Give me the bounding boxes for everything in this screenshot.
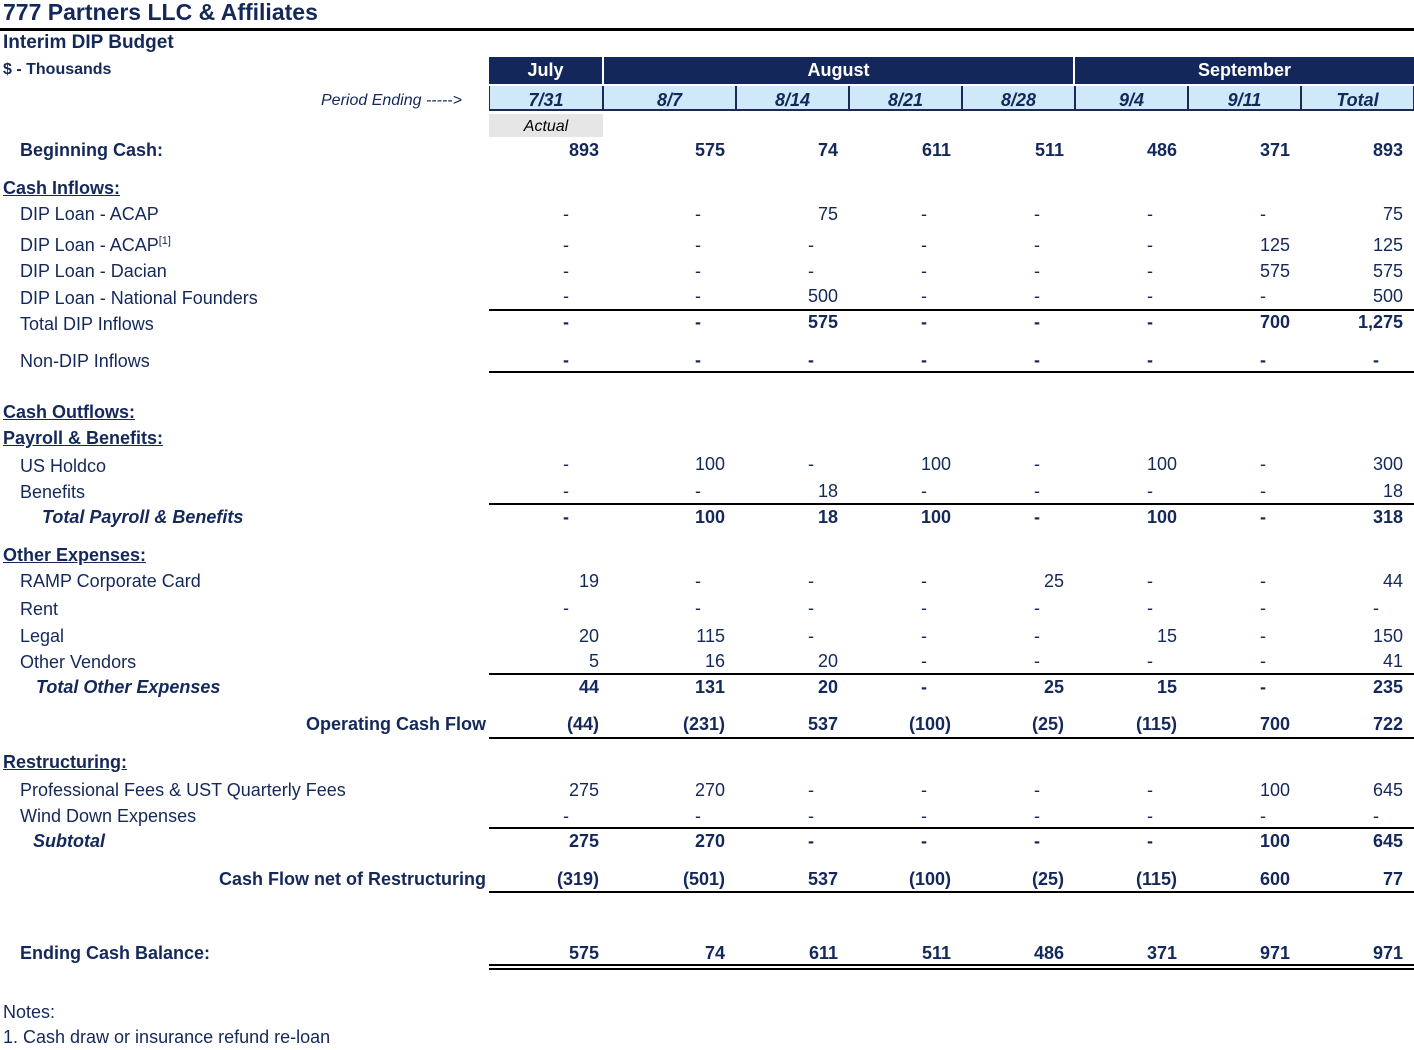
cell-other-vendors-3: -: [921, 651, 927, 671]
row-label-legal: Legal: [20, 626, 65, 646]
cell-total-other-5: 15: [1156, 677, 1177, 697]
note-item: 1. Cash draw or insurance refund re-loan: [3, 1027, 331, 1047]
cell-total-dip-3: -: [921, 312, 927, 332]
cell-cf-net-4: (25): [1031, 869, 1064, 889]
cell-total-payroll-6: -: [1260, 507, 1266, 527]
cell-ending-cash-6: 971: [1259, 943, 1290, 963]
cell-subtotal-7: 645: [1372, 831, 1403, 851]
cell-cf-net-0: (319): [556, 869, 599, 889]
cell-wind-down-0: -: [563, 806, 569, 826]
cell-subtotal-1: 270: [694, 831, 725, 851]
row-label-professional-fees: Professional Fees & UST Quarterly Fees: [20, 780, 346, 800]
cell-wind-down-3: -: [921, 806, 927, 826]
row-divider: [489, 737, 1414, 739]
month-header-september: September: [1075, 57, 1414, 84]
cell-other-vendors-7: 41: [1382, 651, 1403, 671]
cell-legal-7: 150: [1372, 626, 1403, 646]
cell-dip-nf-2: 500: [807, 286, 838, 306]
cell-cf-net-6: 600: [1259, 869, 1290, 889]
period-header: 7/31: [489, 86, 603, 111]
cell-dip-nf-3: -: [921, 286, 927, 306]
cell-dip-nf-7: 500: [1372, 286, 1403, 306]
cell-operating-cf-4: (25): [1031, 714, 1064, 734]
cell-total-payroll-7: 318: [1372, 507, 1403, 527]
cell-beginning-cash-1: 575: [694, 140, 725, 160]
cell-non-dip-2: -: [808, 350, 814, 370]
cell-total-other-0: 44: [578, 677, 599, 697]
cell-ramp-4: 25: [1043, 571, 1064, 591]
cell-prof-fees-0: 275: [568, 780, 599, 800]
cell-dip-dacian-6: 575: [1259, 261, 1290, 281]
cell-non-dip-6: -: [1260, 350, 1266, 370]
cell-prof-fees-3: -: [921, 780, 927, 800]
cell-dip-nf-0: -: [563, 286, 569, 306]
row-divider: [489, 891, 1414, 893]
cell-dip-dacian-7: 575: [1372, 261, 1403, 281]
double-underline: [489, 964, 1414, 970]
cell-legal-0: 20: [578, 626, 599, 646]
cell-total-other-6: -: [1260, 677, 1266, 697]
cell-cf-net-3: (100): [908, 869, 951, 889]
row-label-dip-dacian: DIP Loan - Dacian: [20, 261, 167, 281]
cell-dip-acap-7: 75: [1382, 204, 1403, 224]
row-label-subtotal: Subtotal: [33, 831, 105, 851]
cell-other-vendors-0: 5: [588, 651, 599, 671]
cell-us-holdco-7: 300: [1372, 454, 1403, 474]
cell-dip-acap-6: -: [1260, 204, 1266, 224]
section-payroll-benefits: Payroll & Benefits:: [3, 428, 164, 448]
cell-total-other-7: 235: [1372, 677, 1403, 697]
cell-operating-cf-0: (44): [566, 714, 599, 734]
cell-ramp-3: -: [921, 571, 927, 591]
cell-dip-acap-1-2: -: [808, 235, 814, 255]
cell-dip-dacian-2: -: [808, 261, 814, 281]
period-header: 8/28: [962, 86, 1075, 111]
cell-cf-net-5: (115): [1135, 869, 1177, 889]
cell-prof-fees-7: 645: [1372, 780, 1403, 800]
cell-ending-cash-3: 511: [921, 943, 951, 963]
cell-non-dip-5: -: [1147, 350, 1153, 370]
cell-rent-3: -: [921, 598, 927, 618]
cell-wind-down-1: -: [695, 806, 701, 826]
cell-benefits-2: 18: [817, 481, 838, 501]
cell-ending-cash-2: 611: [808, 943, 838, 963]
cell-non-dip-3: -: [921, 350, 927, 370]
cell-non-dip-7: -: [1373, 350, 1379, 370]
row-divider: [489, 503, 1414, 505]
cell-us-holdco-3: 100: [920, 454, 951, 474]
cell-subtotal-4: -: [1034, 831, 1040, 851]
cell-total-other-3: -: [921, 677, 927, 697]
period-header: 8/21: [849, 86, 962, 111]
section-other-expenses: Other Expenses:: [3, 545, 147, 565]
cell-wind-down-2: -: [808, 806, 814, 826]
cell-prof-fees-2: -: [808, 780, 814, 800]
cell-benefits-3: -: [921, 481, 927, 501]
cell-ramp-2: -: [808, 571, 814, 591]
cell-total-other-2: 20: [817, 677, 838, 697]
cell-rent-5: -: [1147, 598, 1153, 618]
period-header: 9/4: [1075, 86, 1188, 111]
cell-dip-nf-6: -: [1260, 286, 1266, 306]
cell-ending-cash-7: 971: [1372, 943, 1403, 963]
row-label-total-dip-inflows: Total DIP Inflows: [20, 314, 154, 334]
row-label-beginning-cash: Beginning Cash:: [20, 140, 163, 160]
cell-rent-7: -: [1373, 598, 1379, 618]
cell-wind-down-4: -: [1034, 806, 1040, 826]
cell-beginning-cash-5: 486: [1146, 140, 1177, 160]
cell-subtotal-5: -: [1147, 831, 1153, 851]
period-header: 8/7: [603, 86, 736, 111]
cell-other-vendors-6: -: [1260, 651, 1266, 671]
row-label-us-holdco: US Holdco: [20, 456, 107, 476]
cell-operating-cf-5: (115): [1135, 714, 1177, 734]
cell-dip-dacian-0: -: [563, 261, 569, 281]
cell-dip-nf-5: -: [1147, 286, 1153, 306]
cell-subtotal-3: -: [921, 831, 927, 851]
month-header-august: August: [604, 57, 1073, 84]
cell-other-vendors-1: 16: [704, 651, 725, 671]
cell-operating-cf-2: 537: [807, 714, 838, 734]
cell-subtotal-2: -: [808, 831, 814, 851]
cell-wind-down-6: -: [1260, 806, 1266, 826]
cell-dip-acap-1-3: -: [921, 235, 927, 255]
row-label-operating-cash-flow: Operating Cash Flow: [305, 714, 486, 734]
cell-ramp-1: -: [695, 571, 701, 591]
cell-ending-cash-1: 74: [704, 943, 725, 963]
period-header-total: Total: [1301, 86, 1414, 111]
cell-total-dip-2: 575: [807, 312, 838, 332]
cell-total-payroll-3: 100: [920, 507, 951, 527]
cell-operating-cf-3: (100): [908, 714, 951, 734]
cell-beginning-cash-0: 893: [568, 140, 599, 160]
cell-dip-dacian-3: -: [921, 261, 927, 281]
cell-ramp-6: -: [1260, 571, 1266, 591]
notes-title: Notes:: [3, 1002, 56, 1022]
cell-total-other-1: 131: [694, 677, 725, 697]
row-label-dip-national-founders: DIP Loan - National Founders: [20, 288, 258, 308]
cell-legal-1: 115: [696, 626, 725, 646]
row-divider: [489, 827, 1414, 829]
cell-non-dip-1: -: [695, 350, 701, 370]
cell-subtotal-6: 100: [1259, 831, 1290, 851]
cell-dip-dacian-1: -: [695, 261, 701, 281]
cell-benefits-7: 18: [1382, 481, 1403, 501]
row-label-ramp-card: RAMP Corporate Card: [20, 571, 201, 591]
cell-dip-acap-2: 75: [817, 204, 838, 224]
cell-ending-cash-0: 575: [568, 943, 599, 963]
cell-subtotal-0: 275: [568, 831, 599, 851]
report-subtitle: Interim DIP Budget: [3, 32, 174, 53]
cell-us-holdco-6: -: [1260, 454, 1266, 474]
cell-dip-acap-1-0: -: [563, 235, 569, 255]
cell-benefits-5: -: [1147, 481, 1153, 501]
section-cash-inflows: Cash Inflows:: [3, 178, 121, 198]
cell-total-payroll-1: 100: [694, 507, 725, 527]
cell-benefits-1: -: [695, 481, 701, 501]
row-label-rent: Rent: [20, 599, 59, 619]
cell-dip-acap-5: -: [1147, 204, 1153, 224]
cell-total-payroll-0: -: [563, 507, 569, 527]
cell-beginning-cash-4: 511: [1034, 140, 1064, 160]
cell-total-dip-4: -: [1034, 312, 1040, 332]
cell-operating-cf-6: 700: [1259, 714, 1290, 734]
period-header: 8/14: [736, 86, 849, 111]
cell-ending-cash-4: 486: [1033, 943, 1064, 963]
cell-dip-dacian-4: -: [1034, 261, 1040, 281]
cell-beginning-cash-6: 371: [1259, 140, 1290, 160]
cell-operating-cf-7: 722: [1372, 714, 1403, 734]
title-divider: [0, 28, 1414, 31]
cell-total-dip-5: -: [1147, 312, 1153, 332]
period-header: 9/11: [1188, 86, 1301, 111]
cell-dip-acap-1: -: [695, 204, 701, 224]
row-label-other-vendors: Other Vendors: [20, 652, 137, 672]
cell-benefits-4: -: [1034, 481, 1040, 501]
cell-dip-acap-1-7: 125: [1372, 235, 1403, 255]
cell-rent-6: -: [1260, 598, 1266, 618]
cell-non-dip-0: -: [563, 350, 569, 370]
cell-dip-acap-1-1: -: [695, 235, 701, 255]
cell-operating-cf-1: (231): [682, 714, 725, 734]
section-cash-outflows: Cash Outflows:: [3, 402, 136, 422]
cell-total-dip-1: -: [695, 312, 701, 332]
cell-us-holdco-1: 100: [694, 454, 725, 474]
row-label-total-other-expenses: Total Other Expenses: [36, 677, 221, 697]
row-label-benefits: Benefits: [20, 482, 86, 502]
section-restructuring: Restructuring:: [3, 752, 128, 772]
cell-prof-fees-5: -: [1147, 780, 1153, 800]
cell-total-dip-7: 1,275: [1357, 312, 1403, 332]
cell-ramp-0: 19: [578, 571, 599, 591]
cell-beginning-cash-3: 611: [921, 140, 951, 160]
cell-legal-5: 15: [1156, 626, 1177, 646]
cell-rent-4: -: [1034, 598, 1040, 618]
cell-legal-2: -: [808, 626, 814, 646]
cell-us-holdco-0: -: [563, 454, 569, 474]
cell-dip-nf-4: -: [1034, 286, 1040, 306]
cell-prof-fees-4: -: [1034, 780, 1040, 800]
cell-total-other-4: 25: [1043, 677, 1064, 697]
row-label-cash-flow-net-restructuring: Cash Flow net of Restructuring: [218, 869, 486, 889]
cell-wind-down-5: -: [1147, 806, 1153, 826]
cell-us-holdco-4: -: [1034, 454, 1040, 474]
cell-legal-4: -: [1034, 626, 1040, 646]
cell-us-holdco-5: 100: [1146, 454, 1177, 474]
cell-cf-net-2: 537: [807, 869, 838, 889]
company-title: 777 Partners LLC & Affiliates: [3, 0, 318, 25]
cell-total-payroll-4: -: [1034, 507, 1040, 527]
row-label-non-dip-inflows: Non-DIP Inflows: [20, 351, 150, 371]
row-divider: [489, 673, 1414, 675]
cell-cf-net-7: 77: [1382, 869, 1403, 889]
cell-dip-acap-0: -: [563, 204, 569, 224]
cell-other-vendors-4: -: [1034, 651, 1040, 671]
cell-cf-net-1: (501): [682, 869, 725, 889]
row-label-dip-acap: DIP Loan - ACAP: [20, 204, 159, 224]
row-divider: [489, 309, 1414, 311]
cell-dip-acap-3: -: [921, 204, 927, 224]
cell-ramp-7: 44: [1382, 571, 1403, 591]
cell-rent-0: -: [563, 598, 569, 618]
row-label-wind-down: Wind Down Expenses: [20, 806, 197, 826]
cell-wind-down-7: -: [1373, 806, 1379, 826]
cell-dip-acap-4: -: [1034, 204, 1040, 224]
cell-other-vendors-5: -: [1147, 651, 1153, 671]
cell-us-holdco-2: -: [808, 454, 814, 474]
cell-legal-3: -: [921, 626, 927, 646]
cell-total-dip-0: -: [563, 312, 569, 332]
cell-rent-2: -: [808, 598, 814, 618]
cell-dip-acap-1-4: -: [1034, 235, 1040, 255]
cell-dip-acap-1-6: 125: [1259, 235, 1290, 255]
cell-dip-nf-1: -: [695, 286, 701, 306]
cell-benefits-6: -: [1260, 481, 1266, 501]
row-divider: [489, 371, 1414, 373]
cell-prof-fees-1: 270: [694, 780, 725, 800]
cell-prof-fees-6: 100: [1259, 780, 1290, 800]
cell-total-payroll-5: 100: [1146, 507, 1177, 527]
cell-dip-acap-1-5: -: [1147, 235, 1153, 255]
cell-dip-dacian-5: -: [1147, 261, 1153, 281]
cell-beginning-cash-2: 74: [817, 140, 838, 160]
cell-other-vendors-2: 20: [817, 651, 838, 671]
cell-ending-cash-5: 371: [1146, 943, 1177, 963]
period-ending-label: Period Ending ----->: [321, 92, 462, 109]
units-label: $ - Thousands: [3, 61, 112, 78]
row-label-total-payroll: Total Payroll & Benefits: [42, 507, 244, 527]
footnote-marker: [1]: [158, 235, 171, 247]
cell-legal-6: -: [1260, 626, 1266, 646]
cell-ramp-5: -: [1147, 571, 1153, 591]
cell-rent-1: -: [695, 598, 701, 618]
cell-non-dip-4: -: [1034, 350, 1040, 370]
cell-benefits-0: -: [563, 481, 569, 501]
month-header-july: July: [489, 57, 602, 84]
row-label-ending-cash: Ending Cash Balance:: [20, 943, 211, 963]
row-label-dip-acap-footnoted: DIP Loan - ACAP[1]: [20, 235, 171, 255]
cell-beginning-cash-7: 893: [1372, 140, 1403, 160]
cell-total-dip-6: 700: [1259, 312, 1290, 332]
actual-badge: Actual: [489, 114, 603, 137]
cell-total-payroll-2: 18: [817, 507, 838, 527]
